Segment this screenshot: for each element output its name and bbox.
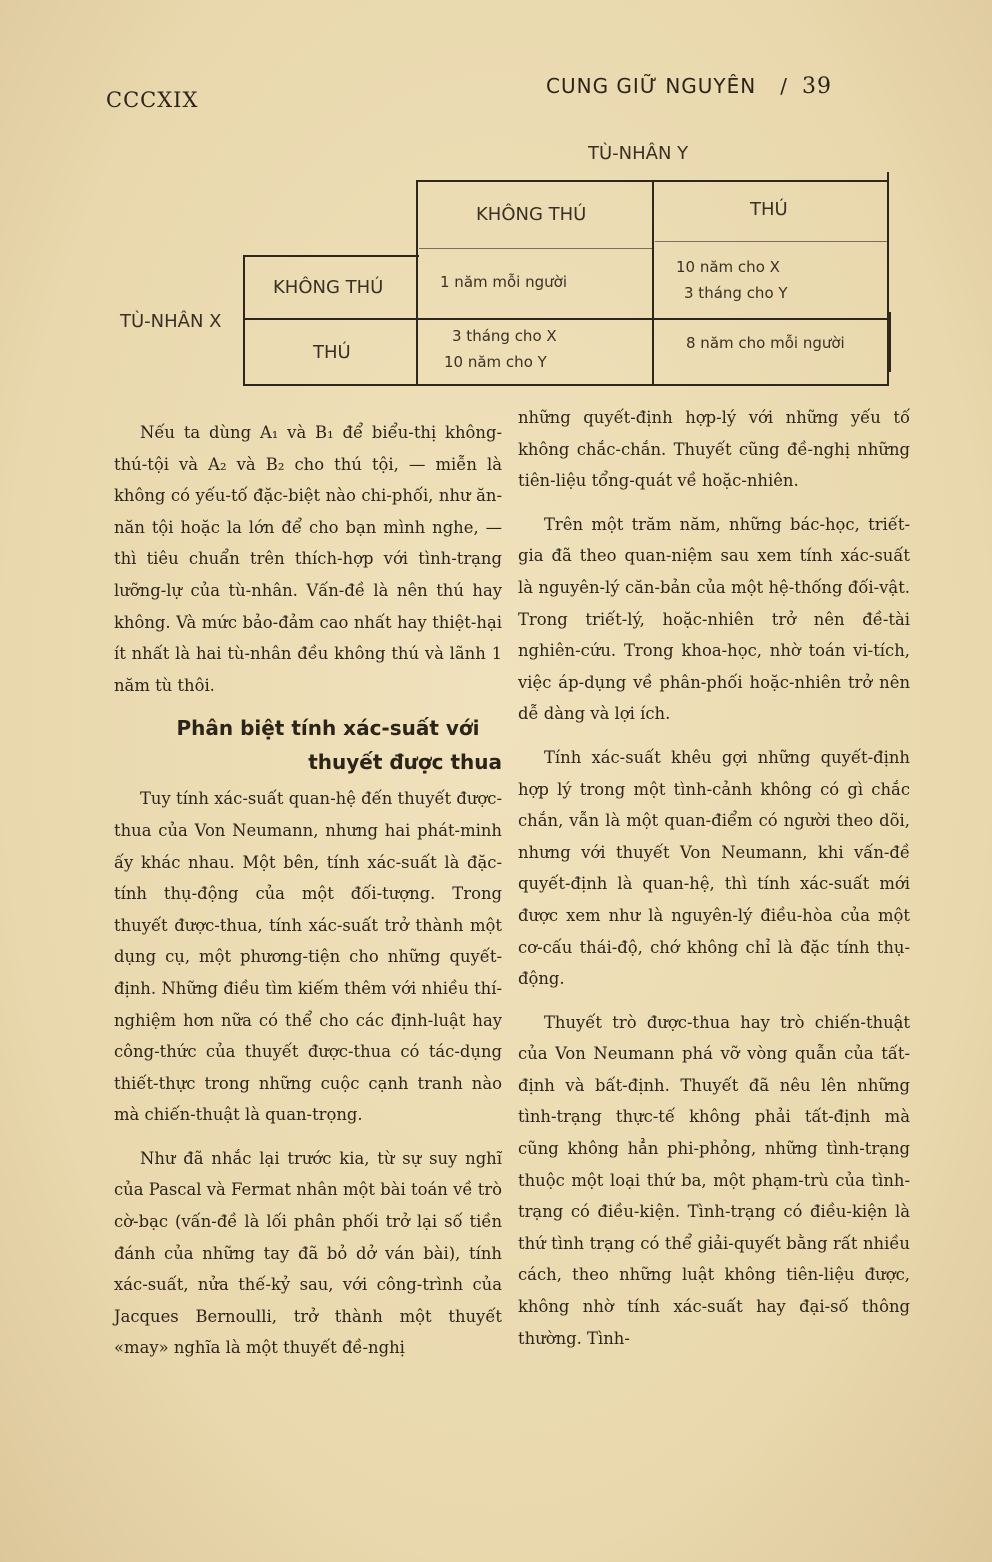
header-separator: / bbox=[780, 74, 788, 98]
col-header-thu: THÚ bbox=[750, 199, 788, 220]
row-header-khong-thu: KHÔNG THÚ bbox=[273, 277, 384, 298]
cell-r1c2-line1: 10 năm cho X bbox=[676, 258, 780, 276]
paragraph: Như đã nhắc lại trước kia, từ sự suy nghĩ của Pascal và Fermat nhân một bài toán về trò cờ-bạc (vấn-đề là lối phân phối trở lại số tiền đánh của những tay đã bỏ dở ván bài), tính xác-suất, nửa thế-kỷ sau, với công-trình của Jacques Bernoulli, trở thành một thuyết «may» nghĩa là một thuyết đề-nghị bbox=[114, 1148, 502, 1358]
section-heading bbox=[114, 711, 502, 779]
running-header bbox=[546, 74, 832, 99]
paragraph: Tính xác-suất khêu gợi những quyết-định hợp lý trong một tình-cảnh không có gì chắc chắn, vẫn là một quan-điểm có người theo dõi, nhưng với thuyết Von Neumann, khi vấn-đề quyết-định là quan-hệ, thì tính xác-suất mới được xem như là nguyên-lý điều-hòa của một cơ-cấu thái-độ, chớ không chỉ là đặc tính thụ-động. bbox=[518, 747, 910, 989]
paragraph: Thuyết trò được-thua hay trò chiến-thuật của Von Neumann phá vỡ vòng quẫn của tất-định và bất-định. Thuyết đã nêu lên những tình-trạng thực-tế không phải tất-định mà cũng không hẳn phi-phỏng, những tình-trạng thuộc một loại thứ ba, một phạm-trù của tình-trạng có điều-kiện. Tình-trạng có điều-kiện là thứ tình trạng có thể giải-quyết bằng rất nhiều cách, theo những luật không tiên-liệu được, không nhờ tính xác-suất hay đại-số thông thường. Tình- bbox=[518, 1012, 910, 1348]
paragraph: Tuy tính xác-suất quan-hệ đến thuyết được-thua của Von Neumann, nhưng hai phát-minh ấy khác nhau. Một bên, tính xác-suất là đặc-tính thụ-động của một đối-tượng. Trong thuyết được-thua, tính xác-suất trở thành một dụng cụ, một phương-tiện cho những quyết-định. Những điều tìm kiếm thêm với nhiều thí-nghiệm hơn nữa có thể cho các định-luật hay công-thức của thuyết được-thua có tác-dụng thiết-thực trong những cuộc cạnh tranh nào mà chiến-thuật là quan-trọng. bbox=[114, 789, 502, 1125]
col-header-khong-thu: KHÔNG THÚ bbox=[476, 204, 587, 225]
page-number: 39 bbox=[802, 74, 832, 99]
cell-r2c1-line2: 10 năm cho Y bbox=[444, 353, 547, 371]
cell-r2c2: 8 năm cho mỗi người bbox=[686, 334, 845, 352]
paragraph: Trên một trăm năm, những bác-học, triết-gia đã theo quan-niệm sau xem tính xác-suất là nguyên-lý căn-bản của một hệ-thống đối-vật. Trong triết-lý, hoặc-nhiên trở nên đề-tài nghiên-cứu. Trong khoa-học, nhờ toán vi-tích, việc áp-dụng về phân-phối hoặc-nhiên trở nên dễ dàng và lợi ích. bbox=[518, 514, 910, 724]
cell-r1c2-line2: 3 tháng cho Y bbox=[684, 284, 788, 302]
left-column bbox=[114, 417, 502, 1364]
chapter-marker: CCCXIX bbox=[106, 88, 199, 112]
section-heading-line1: Phân biệt tính xác-suất với bbox=[176, 716, 480, 741]
cell-r2c1-line1: 3 tháng cho X bbox=[452, 327, 557, 345]
cell-r1c1: 1 năm mỗi người bbox=[440, 273, 567, 291]
running-title: CUNG GIỮ NGUYÊN bbox=[546, 74, 757, 98]
paragraph: những quyết-định hợp-lý với những yếu tố không chắc-chắn. Thuyết cũng đề-nghị những tiên-liệu tổng-quát về hoặc-nhiên. bbox=[518, 408, 910, 491]
column-player-label: TÙ-NHÂN Y bbox=[588, 143, 689, 164]
paragraph: Nếu ta dùng A₁ và B₁ để biểu-thị không-thú-tội và A₂ và B₂ cho thú tội, — miễn là không có yếu-tố đặc-biệt nào chi-phối, như ăn-năn tội hoặc la lớn để cho bạn mình nghe, — thì tiêu chuẩn trên thích-hợp với tình-trạng lưỡng-lự của tù-nhân. Vấn-đề là nên thú hay không. Và mức bảo-đảm cao nhất hay thiệt-hại ít nhất là hai tù-nhân đều không thú và lãnh 1 năm tù thôi. bbox=[114, 423, 502, 695]
right-column bbox=[518, 402, 910, 1354]
row-player-label: TÙ-NHÂN X bbox=[120, 311, 222, 332]
row-header-thu: THÚ bbox=[313, 342, 351, 363]
section-heading-line2: thuyết được thua bbox=[308, 750, 502, 775]
